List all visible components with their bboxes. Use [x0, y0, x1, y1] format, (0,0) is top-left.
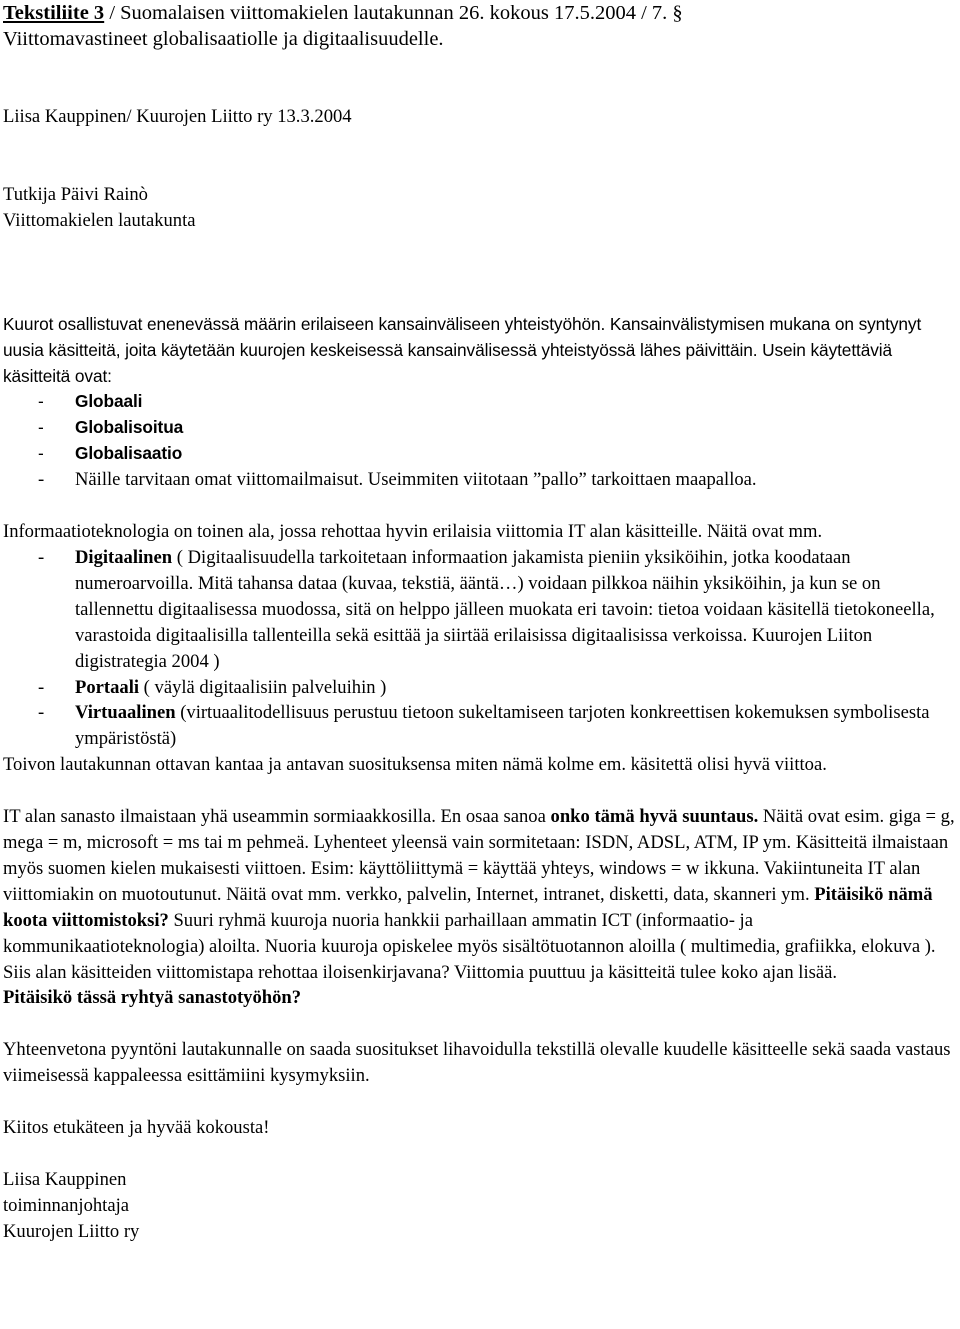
list-item: - Näille tarvitaan omat viittomailmaisut. Useimmiten viitotaan ”pallo” tarkoittaen maapalloa.	[38, 469, 757, 491]
spacer	[3, 52, 957, 104]
document-header	[3, 0, 957, 52]
attachment-label: Tekstiliite 3	[3, 2, 105, 24]
list-item: - Digitaalinen ( Digitaalisuudella tarkoitetaan informaation jakamista pieniin yksiköihin, jotka koodataan numeroarvoilla. Mitä tahansa dataa (kuvaa, tekstiä, ääntä…) voidaan pilkkoa näihin yksiköihin, ja kun se on tallennettu digitaalisessa muodossa, sitä on helppo jälleen muokata eri tavoin: tietoa voidaan käsitellä tietokoneella, varastoida digitaalisilla tallenteilla sekä esittää ja siirtää erilaisissa digitaalisissa verkoissa. Kuurojen Liiton digistrategia 2004 )	[38, 546, 935, 672]
term-virtuaalinen: Virtuaalinen	[75, 702, 176, 724]
signature-org: Kuurojen Liitto ry	[3, 1220, 140, 1242]
list-item: - Globaali	[38, 391, 143, 412]
list-item: - Portaali ( väylä digitaalisiin palveluihin )	[38, 676, 387, 698]
question-2: Pitäisikö nämä koota viittomistoksi?	[3, 883, 933, 931]
spacer	[3, 130, 957, 182]
spacer	[3, 493, 957, 519]
author-line: Liisa Kauppinen/ Kuurojen Liitto ry 13.3.2004	[3, 106, 352, 127]
thanks-line: Kiitos etukäteen ja hyvää kokousta!	[3, 1117, 270, 1139]
recipient-name: Tutkija Päivi Rainò	[3, 183, 148, 205]
document-subject: Viittomavastineet globalisaatiolle ja digitaalisuudelle.	[3, 28, 444, 50]
spacer	[3, 1089, 957, 1115]
request-paragraph: Toivon lautakunnan ottavan kantaa ja antavan suosituksensa miten nämä kolme em. käsitettä olisi hyvä viittoa.	[3, 754, 827, 776]
list-item: - Globalisoitua	[38, 417, 184, 438]
meeting-reference: / Suomalaisen viittomakielen lautakunnan 26. kokous 17.5.2004 / 7. §	[104, 2, 683, 24]
header-line-1	[3, 0, 957, 26]
intro-section	[3, 312, 957, 467]
intro-paragraph: Kuurot osallistuvat enenevässä määrin erilaiseen kansainväliseen yhteistyöhön. Kansainvälistymisen mukana on syntynyt uusia käsitteitä, joita käytetään kuurojen keskeisessä kansainvälisessä yhteistyössä lähes päivittäin. Usein käytettäviä käsitteitä ovat:	[3, 313, 922, 386]
term-portaali: Portaali	[75, 676, 140, 698]
recipient-org: Viittomakielen lautakunta	[3, 209, 196, 231]
spacer	[3, 234, 957, 312]
document-page	[3, 0, 957, 1245]
it-paragraph: Informaatioteknologia on toinen ala, jossa rehottaa hyvin erilaisia viittomia IT alan käsitteille. Näitä ovat mm.	[3, 521, 823, 543]
summary-paragraph: Yhteenvetona pyyntöni lautakunnalle on saada suositukset lihavoidulla tekstillä olevalle kuudelle käsitteelle sekä saada vastaus viimeisessä kappaleessa esittämiini kysymyksiin.	[3, 1039, 951, 1087]
signature-title: toiminnanjohtaja	[3, 1195, 129, 1216]
question-3: Pitäisikö tässä ryhtyä sanastotyöhön?	[3, 987, 302, 1009]
question-1: onko tämä hyvä suuntaus.	[550, 806, 759, 828]
term-digitaalinen: Digitaalinen	[75, 546, 173, 568]
sanasto-paragraph: IT alan sanasto ilmaistaan yhä useammin sormiaakkosilla. En osaa sanoa onko tämä hyvä suuntaus. Näitä ovat esim. giga = g, mega = m, microsoft = ms tai m pehmeä. Lyhenteet yleensä vain sormitetaan: ISDN, ADSL, ATM, IP ym. Käsitteitä ilmaistaan myös suomen kielen mukaisesti viittoen. Esim: käyttöliittymä = käyttää yhteys, windows = w ikkuna. Vakiintuneita IT alan viittomiakin on muotoutunut. Näitä ovat mm. verkko, palvelin, Internet, intranet, disketti, data, skanneri ym. Pitäisikö nämä koota viittomistoksi? Suuri ryhmä kuuroja nuoria hankkii parhaillaan ammatin ICT (informaatio- ja kommunikaatioteknologia) aloilta. Nuoria kuuroja opiskelee myös sisältötuotannon aloilla ( multimedia, grafiikka, elokuva ). Siis alan käsitteiden viittomistapa rehottaa iloisenkirjavana? Viittomia puuttuu ja käsitteitä tulee koko ajan lisää. Pitäisikö tässä ryhtyä sanastotyöhön?	[3, 806, 955, 1009]
list-item: - Virtuaalinen (virtuaalitodellisuus perustuu tietoon sukeltamiseen tarjoten konkreettisen kokemuksen symbolisesta ympäristöstä)	[38, 702, 930, 750]
spacer	[3, 1011, 957, 1037]
spacer	[3, 1141, 957, 1167]
list-item: - Globalisaatio	[38, 443, 183, 464]
signature-block	[3, 1167, 957, 1245]
spacer	[3, 778, 957, 804]
signature-name: Liisa Kauppinen	[3, 1169, 127, 1191]
